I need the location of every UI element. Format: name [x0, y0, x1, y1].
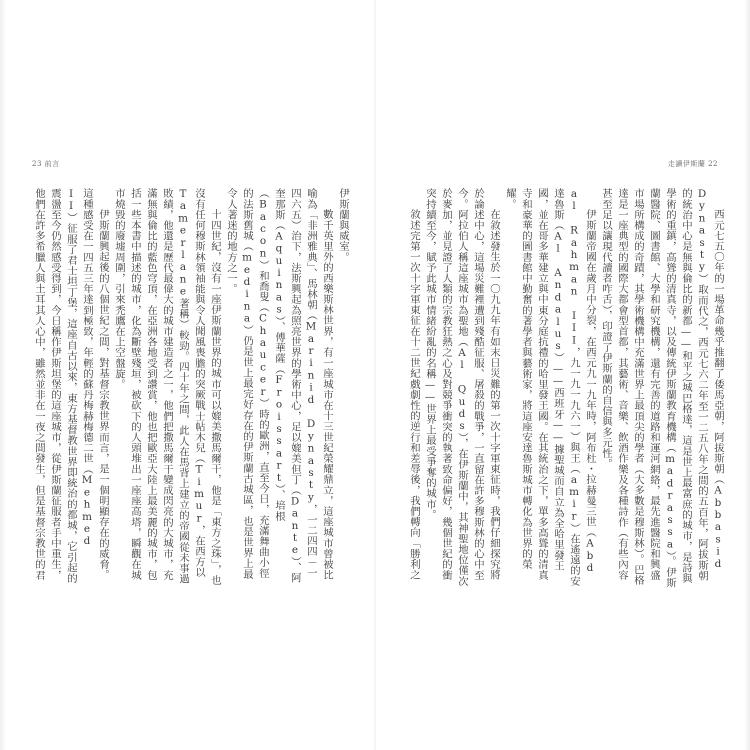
paragraph: 伊斯蘭帝國在歲月中分裂，在西元九一九年時，阿布杜・拉赫曼三世（Abd al Rahman III，九一九一九六一）與王（amir）在遙遠的安達魯斯（Al Andalus）——西班牙——據聖城而自立為全哈里發王國，並在哥多華建立與中東分庭抗禮的哈里發王國。在其統治之下，單多高聳的清真寺和豪華的圖書館中勤奮的著學者與藝術家，將這座安達魯斯城市轉化為世界的榮耀。 — [504, 188, 596, 587]
paragraph: 十四世紀，沒有一座伊斯蘭世界的城市可以媲美撒馬爾干，他是「東方之珠」，也沒有任何穆斯林領袖能與令人聞風喪膽的突厥戰士帖木兒（Timur，在西方以Tamerlane著稱）較勁。四十年之間，此人在馬背上建立的帝國從未事過敗績，他還是歷代最偉大的城市建造者之一，他們把撒馬爾干變成閃亮的大城市，充滿無與倫比的藍色穹頂，在亞洲各地受到讚賞，他也把歐亞大陸上最美麗的城市，包括一些本書中描述的城市，化為斷壁殘垣，被砍下的人頭堆出一座座高塔，瞬觀在城市燒毀的廢墟周圍，引來禿鷹在上空盤旋。 — [113, 188, 221, 586]
paragraph: 伊斯蘭興起後的八個世紀之間，對基督宗教世界而言，是一個明顯存在的威脅。這種感受在一四五三年達到極致，年輕的蘇丹梅赫梅德二世（Mehmed II）征服了君士坦丁堡，這座自古以來，東方基督教世界即統治的都城，它引起的震盪至今仍然感受得到，今日稱作伊斯坦堡的這座城市，從伊斯蘭征服者手中重生，他們在許多希臘人與土耳其人心中，雖然並非在一夜之間發生，但是基督宗教世的君 — [33, 188, 109, 584]
paragraph: 西元七五〇年的一場革命幾乎推翻了倭馬亞朝，阿拔斯朝（Abbasid Dynasty）取而代之，西元七六二年至一二五八年之間的五百年，阿拔斯朝的統治中心是無與倫比的新都——和平之城巴格達，這是世上最富庶的城市，是詩與學術的重鎮，高聳的清真寺，以及傳統伊斯蘭教育機構（madrassa）。伊斯蘭醫院、圖書館、大學和研究機構，還有完善的道路和運河網絡，最先進醫院和興盛市場所構成的奇蹟，其學術機構中充滿世界上最頂尖的學者（大多數是穆斯林）。巴格達是一座典型的國際大都會型首都，其藝術、音樂、飲酒作樂及各種詩作（有些內容甚至足以讓現代讀者咋舌），印證了伊斯蘭的自信與多元性。 — [600, 188, 724, 588]
page-edge-shadow — [0, 0, 6, 750]
left-running-head: 23 前言 — [32, 160, 60, 168]
paragraph: 敘述完第一次十字軍東征在十二世紀戲劇性的逆行和差辱後，我們轉向「勝利之 — [408, 208, 420, 580]
page-edge-shadow — [744, 0, 750, 750]
paragraph: 伊斯蘭與威室。 — [337, 188, 349, 263]
right-body-text — [406, 188, 726, 588]
right-page — [375, 0, 750, 750]
right-running-head: 走讀伊斯蘭 22 — [667, 160, 718, 168]
paragraph: 在敘述發生於一〇九九年有如末日災難的第一次十字軍東征時，我們仔細探究將於論述中心，這場災難裡遭到殘酷征服、屠殺的戰爭，一直留在許多穆斯林的心中至今。阿拉伯人稱這座城市為聖地（Al Quds），在伊斯蘭中，其神聖地位僅次於麥加，並見證了人類的宗教狂熱之心及對競爭衝突的執著致命偏好，幾個世紀的衝突持續至今，賦予此城市情緒紛亂的名稱——世界上最受爭奪的城市。 — [424, 188, 500, 587]
left-body-text — [31, 188, 351, 588]
paragraph: 數千英里外的西樂斯林世界，有一座城市在十三世紀榮耀鼎立，這座城市曾被比喻為「非洲雅典」、馬林朝（Marinid Dynasty，一二四四－一四六五）治下，法斯興起為照亮世界的學術中心，足以媲美但丁（Dante）、阿奎那斯（Aquinas）、傅華薩（Froissart）、培根（Bacon）和喬叟（Chaucer）時的歐洲，直至今日，充滿舞曲小徑的法斯舊城（medina）仍是世上最完好存在的伊斯蘭古城區，也是世界上最令人著迷的地方之一。 — [225, 188, 333, 583]
